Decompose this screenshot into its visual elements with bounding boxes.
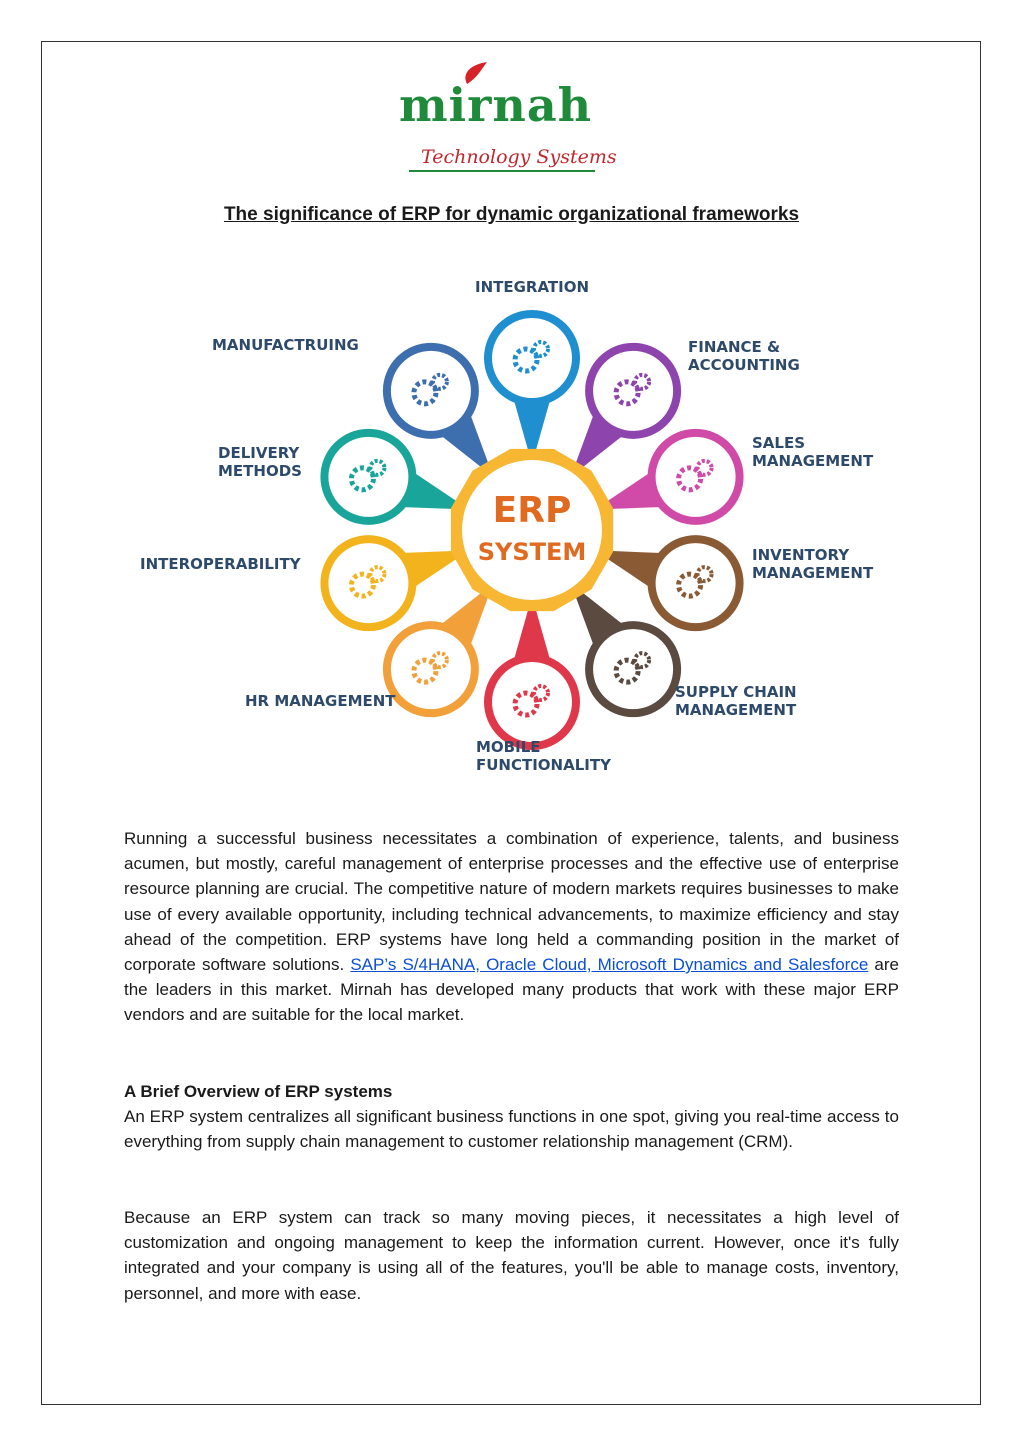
erp-diagram (130, 268, 900, 788)
erp-vendors-link[interactable]: SAP’s S/4HANA, Oracle Cloud, Microsoft Dynamics and Salesforce (350, 955, 869, 975)
closing-text: Because an ERP system can track so many moving pieces, it necessitates a high level of customization and ongoing management to keep the information current. However, once it's fully integrated and your company is using all of the features, you'll be able to manage costs, inventory, personnel, and more with ease. (124, 1208, 899, 1303)
section-heading: A Brief Overview of ERP systems (124, 1082, 393, 1101)
label-finance-accounting: FINANCE & ACCOUNTING (688, 338, 800, 374)
label-sales-management: SALES MANAGEMENT (752, 434, 874, 470)
intro-paragraph (124, 826, 899, 1028)
erp-center-title: ERP (492, 490, 572, 531)
node-tablet-5 (484, 596, 580, 750)
node-headset-agent-2 (595, 429, 744, 525)
intro-text-continued: are the leaders in this market. Mirnah has developed many products that work with these major ERP vendors and are suitable for the local market. (124, 955, 899, 1025)
mirnah-logo (395, 58, 635, 178)
label-integration: INTEGRATION (475, 278, 590, 296)
label-delivery-methods: DELIVERY METHODS (218, 444, 302, 480)
intro-text: Running a successful business necessitates a combination of experience, talents, and business acumen, but mostly, careful management of enterprise processes and the effective use of enterprise resource planning are crucial. The competitive nature of modern markets requires businesses to make use of every available opportunity, including technical advancements, to maximize efficiency and stay ahead of the competition. ERP systems have long held a commanding position in the market of corporate software solutions. (124, 829, 899, 975)
label-mobile-functionality: MOBILE FUNCTIONALITY (476, 738, 611, 774)
erp-center-badge (451, 449, 613, 611)
label-hr-management: HR MANAGEMENT (245, 692, 396, 710)
overview-section (124, 1079, 899, 1155)
section-paragraph: An ERP system centralizes all significant business functions in one spot, giving you real-time access to everything from supply chain management to customer relationship management (CRM). (124, 1107, 899, 1152)
label-manufacturing: MANUFACTRUING (212, 336, 359, 354)
node-gears-0 (484, 310, 580, 464)
document-title: The significance of ERP for dynamic organizational frameworks (223, 204, 800, 225)
closing-paragraph (124, 1205, 899, 1306)
label-supply-chain-management: SUPPLY CHAIN MANAGEMENT (675, 683, 797, 719)
node-puzzle-people-7 (320, 535, 469, 631)
logo-underline (409, 170, 595, 172)
node-hand-truck-3 (595, 535, 744, 631)
node-network-8 (320, 429, 469, 525)
logo-wordmark: mirnah (399, 78, 593, 132)
label-inventory-management: INVENTORY MANAGEMENT (752, 546, 874, 582)
label-interoperability: INTEROPERABILITY (140, 555, 301, 573)
logo-tagline: Technology Systems (421, 146, 617, 168)
erp-center-subtitle: SYSTEM (477, 538, 587, 566)
